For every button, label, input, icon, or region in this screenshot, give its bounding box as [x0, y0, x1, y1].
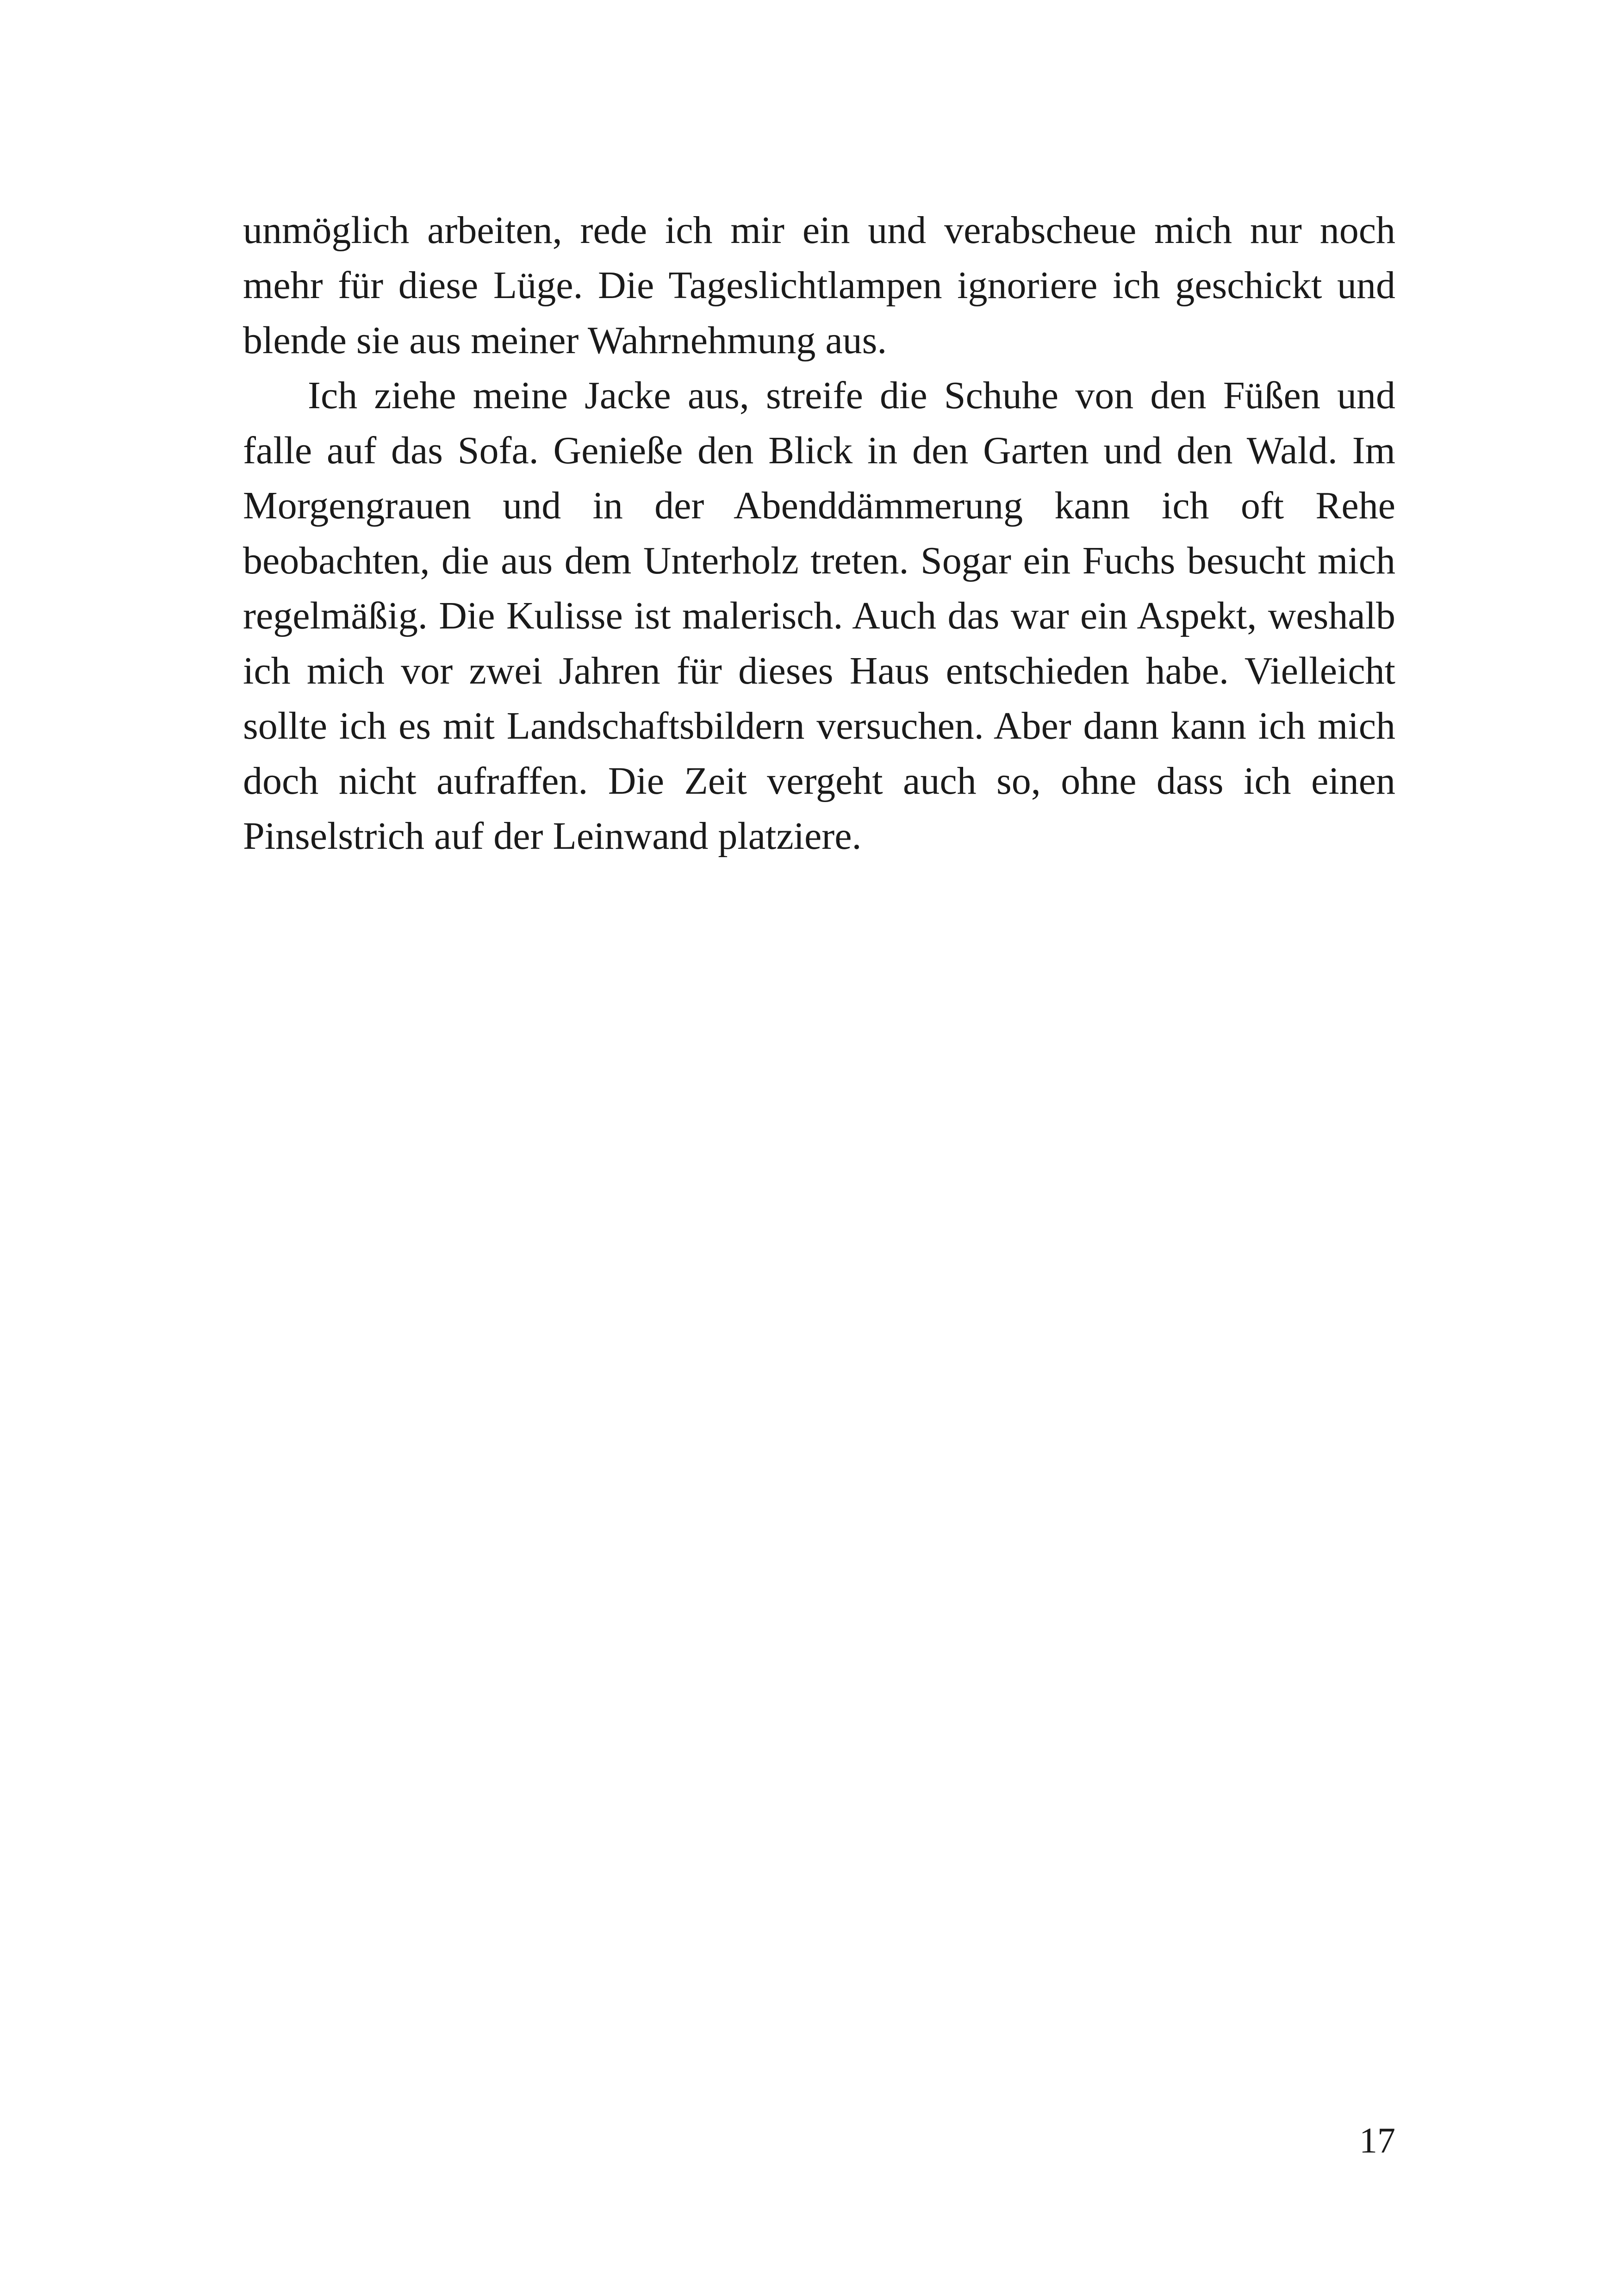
body-text: [243, 203, 1395, 864]
paragraph-continued: unmöglich arbeiten, rede ich mir ein und verabscheue mich nur noch mehr für diese Lüge. Die Tageslichtlampen ignoriere ich geschickt und blende sie aus meiner Wahrnehmung aus.: [243, 209, 1395, 362]
page-number: 17: [1359, 2120, 1395, 2160]
paragraph: Ich ziehe meine Jacke aus, streife die Schuhe von den Füßen und falle auf das Sofa. Genieße den Blick in den Garten und den Wald. Im Morgengrauen und in der Abenddämmerung kann ich oft Rehe beobachten, die aus dem Unterholz treten. Sogar ein Fuchs besucht mich regelmäßig. Die Kulisse ist malerisch. Auch das war ein Aspekt, weshalb ich mich vor zwei Jahren für dieses Haus entschieden habe. Vielleicht sollte ich es mit Landschaftsbildern versuchen. Aber dann kann ich mich doch nicht aufraffen. Die Zeit vergeht auch so, ohne dass ich einen Pinselstrich auf der Leinwand platziere.: [243, 374, 1395, 858]
